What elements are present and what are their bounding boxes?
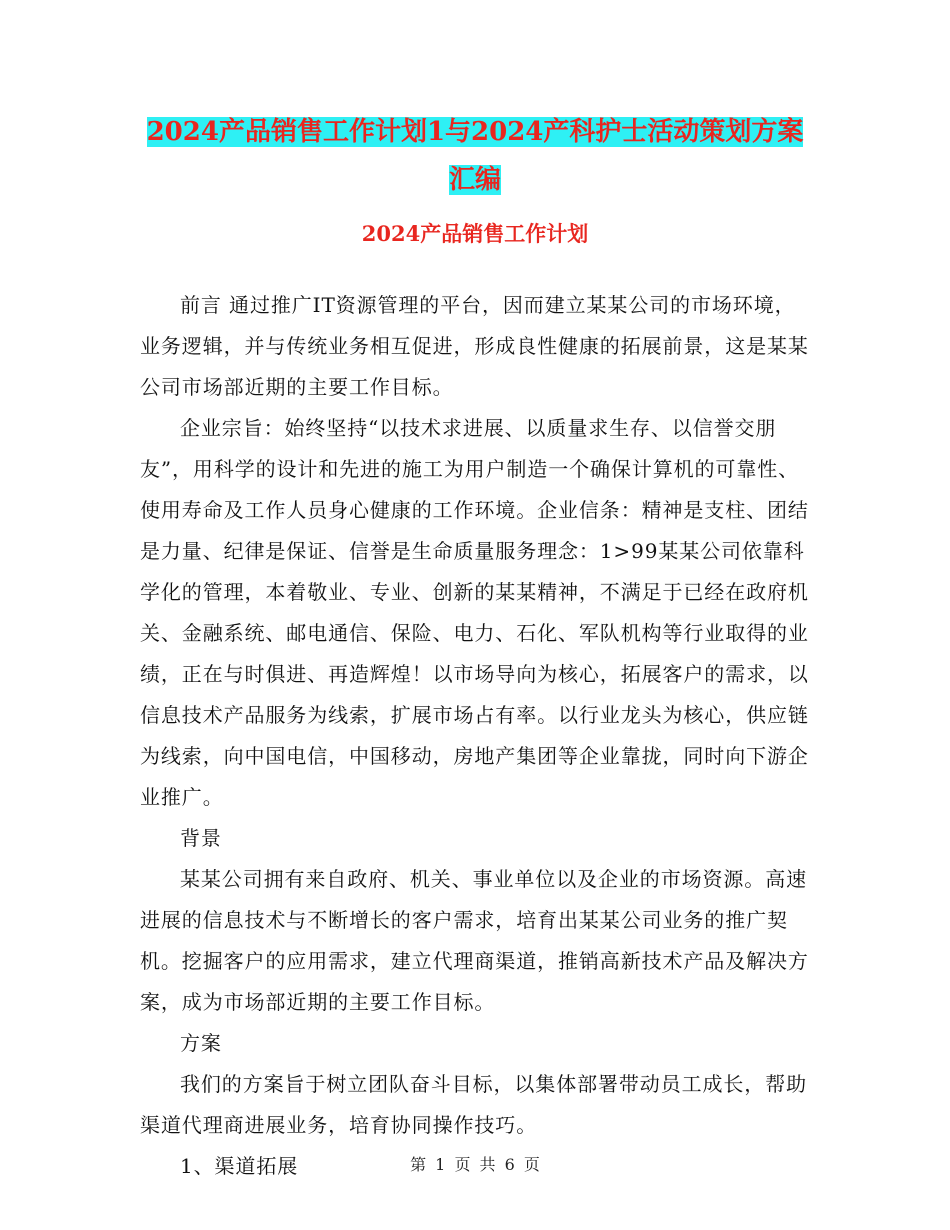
heading-plan: 方案	[180, 1031, 222, 1055]
heading-background: 背景	[180, 826, 222, 850]
heading-channel-expansion: 1、渠道拓展	[180, 1154, 299, 1178]
section-title: 2024产品销售工作计划	[361, 221, 589, 246]
paragraph-enterprise-purpose: 企业宗旨：始终坚持“以技术求进展、以质量求生存、以信誉交朋友”，用科学的设计和先进的施工为用户制造一个确保计算机的可靠性、使用寿命及工作人员身心健康的工作环境。企业信条：精神是支柱、团结是力量、纪律是保证、信誉是生命质量服务理念：1>99某某公司依靠科学化的管理，本着敬业、专业、创新的某某精神，不满足于已经在政府机关、金融系统、邮电通信、保险、电力、石化、军队机构等行业取得的业绩，正在与时俱进、再造辉煌！以市场导向为核心，拓展客户的需求，以信息技术产品服务为线索，扩展市场占有率。以行业龙头为核心，供应链为线索，向中国电信，中国移动，房地产集团等企业靠拢，同时向下游企业推广。	[140, 416, 809, 809]
document-title-text: 2024产品销售工作计划1与2024产科护士活动策划方案汇编	[146, 117, 804, 195]
paragraph-plan: 我们的方案旨于树立团队奋斗目标，以集体部署带动员工成长，帮助渠道代理商进展业务，培育协同操作技巧。	[140, 1072, 807, 1137]
page-footer: 第 1 页 共 6 页	[410, 1155, 540, 1174]
paragraph-preface: 前言 通过推广IT资源管理的平台，因而建立某某公司的市场环境，业务逻辑，并与传统业务相互促进，形成良性健康的拓展前景，这是某某公司市场部近期的主要工作目标。	[140, 293, 809, 399]
document-body	[140, 285, 810, 1187]
document-title	[140, 108, 810, 204]
paragraph-background: 某某公司拥有来自政府、机关、事业单位以及企业的市场资源。高速进展的信息技术与不断增长的客户需求，培育出某某公司业务的推广契机。挖掘客户的应用需求，建立代理商渠道，推销高新技术产品及解决方案，成为市场部近期的主要工作目标。	[140, 867, 809, 1014]
